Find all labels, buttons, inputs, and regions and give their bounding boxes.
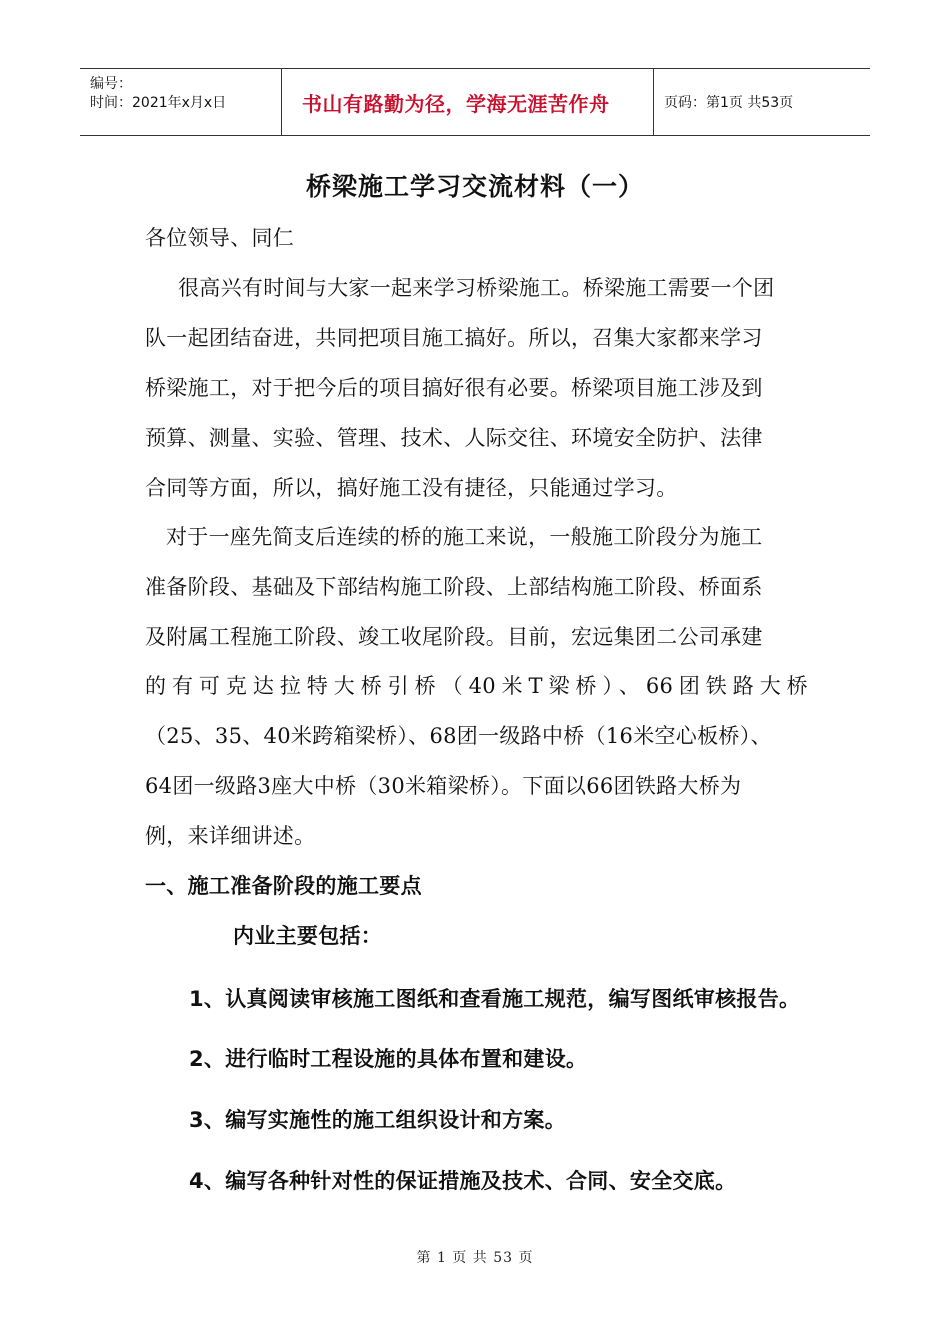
paragraph1-line: 很高兴有时间与大家一起来学习桥梁施工。桥梁施工需要一个团 <box>178 276 775 300</box>
page-info: 页码：第1页 共53页 <box>664 95 794 111</box>
paragraph1-line: 桥梁施工，对于把今后的项目搞好很有必要。桥梁项目施工涉及到 <box>145 376 763 400</box>
paragraph2-line: 64团一级路3座大中桥（30米箱梁桥）。下面以66团铁路大桥为 <box>145 774 742 798</box>
section-item: 4、编写各种针对性的保证措施及技术、合同、安全交底。 <box>189 1169 737 1193</box>
motto-text: 书山有路勤为径，学海无涯苦作舟 <box>302 91 610 116</box>
paragraph2-line: 例，来详细讲述。 <box>145 824 316 848</box>
section-item: 2、进行临时工程设施的具体布置和建设。 <box>189 1047 588 1071</box>
paragraph1-line: 预算、测量、实验、管理、技术、人际交往、环境安全防护、法律 <box>145 426 763 450</box>
paragraph1-line: 队一起团结奋进，共同把项目施工搞好。所以，召集大家都来学习 <box>145 326 763 350</box>
section-heading: 一、施工准备阶段的施工要点 <box>145 874 422 898</box>
document-title: 桥梁施工学习交流材料（一） <box>305 172 644 201</box>
paragraph2-line: 的有可克达拉特大桥引桥（40米T梁桥）、66团铁路大桥 <box>145 674 808 698</box>
header-page-cell <box>654 69 870 135</box>
section-item: 1、认真阅读审核施工图纸和查看施工规范，编写图纸审核报告。 <box>189 987 801 1011</box>
section-subheading: 内业主要包括： <box>233 924 383 948</box>
number-label: 编号： <box>90 76 132 92</box>
header-table <box>80 68 870 136</box>
header-left-cell <box>80 69 282 135</box>
page-footer: 第 1 页 共 53 页 <box>416 1250 534 1266</box>
paragraph2-line: 准备阶段、基础及下部结构施工阶段、上部结构施工阶段、桥面系 <box>145 575 763 599</box>
header-motto-cell <box>282 69 654 135</box>
paragraph2-line: （25、35、40米跨箱梁桥）、68团一级路中桥（16米空心板桥）、 <box>145 724 772 748</box>
paragraph1-line: 合同等方面，所以，搞好施工没有捷径，只能通过学习。 <box>145 476 678 500</box>
paragraph2-line: 及附属工程施工阶段、竣工收尾阶段。目前，宏远集团二公司承建 <box>145 625 763 649</box>
section-item: 3、编写实施性的施工组织设计和方案。 <box>189 1108 567 1132</box>
paragraph2-line: 对于一座先简支后连续的桥的施工来说，一般施工阶段分为施工 <box>166 525 763 549</box>
greeting: 各位领导、同仁 <box>145 226 295 250</box>
date-label: 时间：2021年x月x日 <box>90 95 227 111</box>
